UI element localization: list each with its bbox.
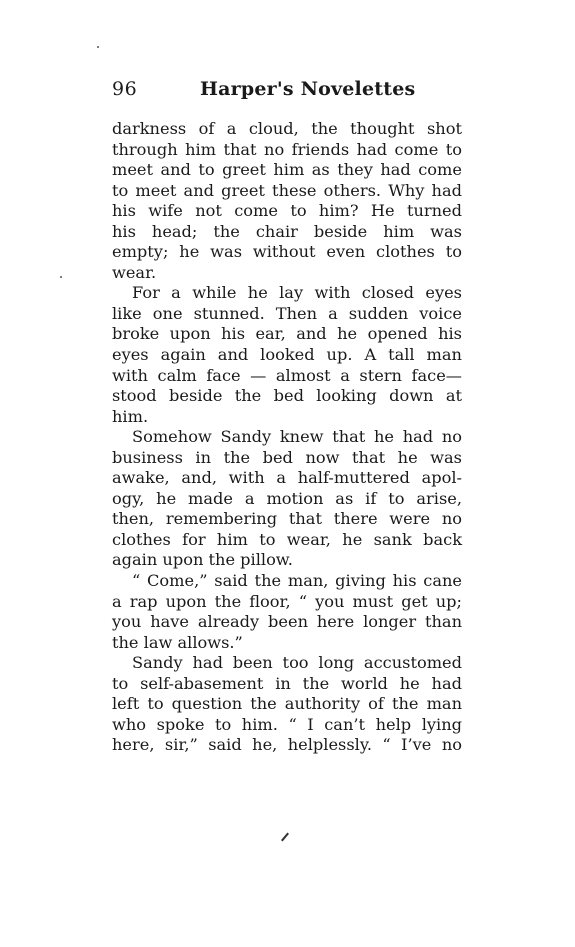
text-line: Somehow Sandy knew that he had no: [132, 427, 462, 447]
text-line: left to question the authority of the man: [112, 694, 462, 714]
text-line: “ Come,” said the man, giving his cane: [132, 571, 462, 591]
text-line: For a while he lay with closed eyes: [132, 283, 462, 303]
text-line: his wife not come to him? He turned: [112, 201, 462, 221]
text-line: empty; he was without even clothes to: [112, 242, 462, 262]
text-line: to self-abasement in the world he had: [112, 673, 462, 693]
text-line: business in the bed now that he was: [112, 447, 462, 467]
body-text: [112, 119, 462, 756]
text-line: broke upon his ear, and he opened his: [112, 324, 462, 344]
text-line: darkness of a cloud, the thought shot: [112, 119, 462, 138]
text-line: eyes again and looked up. A tall man: [112, 345, 462, 365]
paper-speck: [97, 46, 99, 48]
text-line: clothes for him to wear, he sank back: [112, 529, 462, 549]
text-line: who spoke to him. “ I can’t help lying: [112, 714, 462, 734]
text-line: with calm face — almost a stern face—: [112, 365, 462, 385]
text-line: like one stunned. Then a sudden voice: [112, 303, 462, 323]
paper-speck: [60, 276, 62, 278]
page-number: 96: [112, 78, 138, 100]
text-line: the law allows.”: [112, 632, 243, 652]
text-line: stood beside the bed looking down at: [112, 386, 462, 406]
text-line: through him that no friends had come to: [112, 139, 462, 159]
text-line: then, remembering that there were no: [112, 509, 462, 529]
text-line: meet and to greet him as they had come: [112, 160, 462, 180]
text-line: Sandy had been too long accustomed: [132, 653, 462, 673]
text-line: again upon the pillow.: [112, 550, 293, 570]
text-line: you have already been here longer than: [112, 612, 462, 632]
text-line: here, sir,” said he, helplessly. “ I’ve no: [112, 735, 462, 755]
pencil-mark: [281, 833, 289, 842]
running-head: Harper's Novelettes: [200, 78, 416, 100]
text-line: him.: [112, 406, 149, 426]
text-line: awake, and, with a half-muttered apol-: [112, 468, 462, 488]
text-line: ogy, he made a motion as if to arise,: [112, 488, 462, 508]
text-line: wear.: [112, 262, 157, 282]
text-line: to meet and greet these others. Why had: [112, 180, 462, 200]
text-line: his head; the chair beside him was: [112, 221, 462, 241]
page-header: [112, 78, 472, 104]
text-line: a rap upon the floor, “ you must get up;: [112, 591, 462, 611]
